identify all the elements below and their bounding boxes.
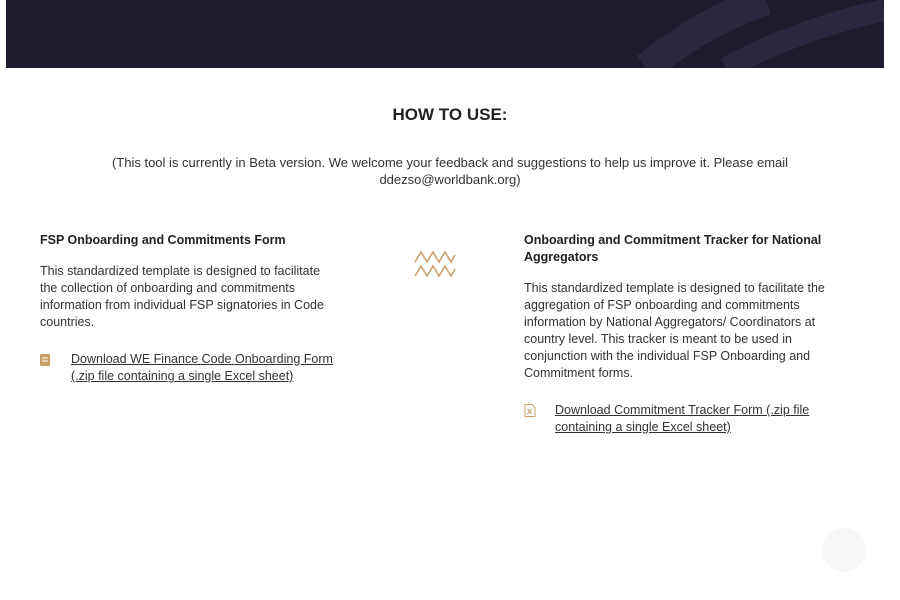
beta-notice: (This tool is currently in Beta version. We welcome your feedback and suggestions to help us improve it. Please email ddezso@worldbank.org) — [111, 155, 789, 187]
download-row — [40, 351, 340, 385]
onboarding-form-section — [40, 232, 340, 385]
excel-file-icon — [524, 402, 555, 422]
section-description: This standardized template is designed to facilitate the collection of onboarding and commitments information from individual FSP signatories in Code countries. — [40, 264, 324, 329]
section-heading: Onboarding and Commitment Tracker for National Aggregators — [524, 233, 822, 264]
download-row — [524, 402, 834, 436]
zigzag-icon — [413, 248, 457, 285]
tracker-section — [524, 232, 834, 436]
floating-action-button[interactable] — [822, 528, 866, 572]
download-tracker-form-link[interactable]: Download Commitment Tracker Form (.zip file containing a single Excel sheet) — [555, 403, 810, 434]
file-icon — [40, 351, 71, 371]
download-onboarding-form-link[interactable]: Download WE Finance Code Onboarding Form (.zip file containing a single Excel sheet) — [71, 352, 333, 383]
section-heading: FSP Onboarding and Commitments Form — [40, 233, 286, 247]
header-banner — [6, 0, 884, 68]
page-title: HOW TO USE: — [392, 105, 508, 124]
banner-decoration — [6, 0, 884, 68]
section-description: This standardized template is designed to facilitate the aggregation of FSP onboarding and commitments information by National Aggregators/ Coordinators at country level. This tracker is meant to be used in conjunction with the individual FSP Onboarding and Commitment forms. — [524, 281, 825, 380]
